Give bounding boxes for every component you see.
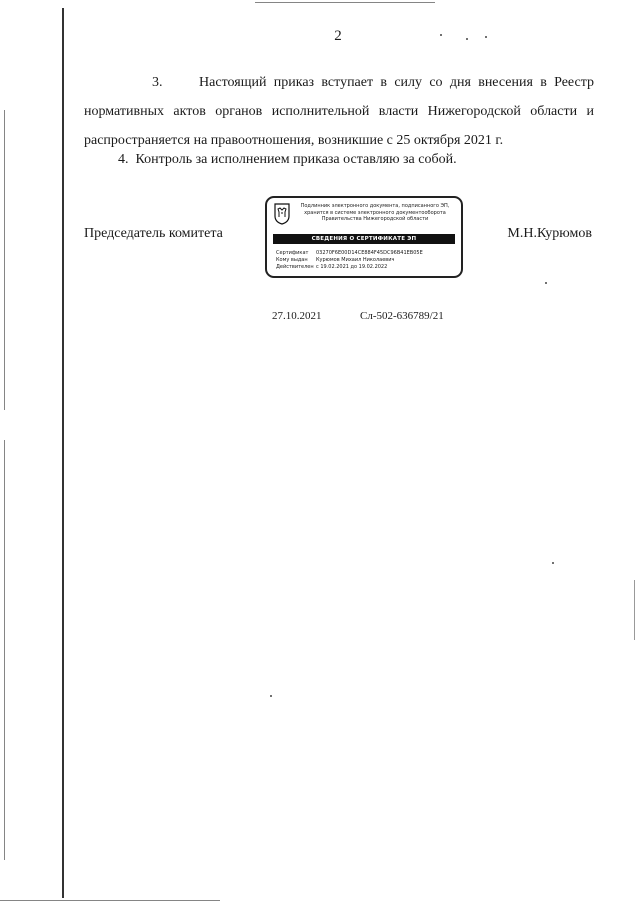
stamp-header-line-1: Подлинник электронного документа, подписанного ЭП, bbox=[300, 203, 450, 209]
scan-edge-line-left bbox=[62, 8, 64, 898]
scan-speck bbox=[545, 282, 547, 284]
stamp-valid-value: с 19.02.2021 до 19.02.2022 bbox=[316, 264, 388, 270]
page-number: 2 bbox=[334, 28, 342, 44]
paragraph-3-first-line bbox=[84, 68, 594, 97]
stamp-header-line-2: хранится в системе электронного документооборота bbox=[304, 209, 446, 216]
paragraph-3-number: 3. bbox=[152, 75, 163, 90]
scan-bottom-line bbox=[0, 900, 220, 901]
stamp-issued-label: Кому выдан bbox=[276, 257, 308, 263]
footer-date: 27.10.2021 bbox=[272, 310, 322, 322]
electronic-signature-stamp bbox=[265, 196, 463, 278]
paragraph-4-number: 4. bbox=[118, 152, 129, 167]
signatory-name: М.Н.Курюмов bbox=[507, 226, 592, 241]
stamp-issued-row bbox=[276, 257, 457, 264]
coat-of-arms-icon bbox=[274, 203, 290, 225]
scan-speck bbox=[270, 695, 272, 697]
footer-reg-number: Сл-502-636789/21 bbox=[360, 310, 444, 322]
stamp-info bbox=[276, 250, 457, 271]
stamp-cert-row bbox=[276, 250, 457, 257]
paragraph-3 bbox=[84, 68, 594, 155]
paragraph-3-text-first: Настоящий приказ вступает в силу со дня внесения в Реестр bbox=[199, 75, 595, 90]
stamp-valid-label: Действителен bbox=[276, 264, 314, 270]
stamp-cert-value: 03270F6E00D14CE884F45DC96B41EB05E bbox=[316, 250, 423, 256]
scan-edge-line-left-3 bbox=[4, 440, 5, 860]
stamp-header bbox=[293, 203, 457, 223]
stamp-cert-label: Сертификат bbox=[276, 250, 309, 256]
stamp-issued-value: Курюмов Михаил Николаевич bbox=[316, 257, 395, 263]
stamp-header-line-3: Правительства Нижегородской области bbox=[321, 216, 429, 222]
paragraph-3-text-rest: нормативных актов органов исполнительной власти Нижегородской области и распространяется на правоотношения, возникшие с 25 октября 2021 г. bbox=[84, 104, 594, 148]
scan-right-line bbox=[634, 580, 635, 640]
scan-top-line bbox=[255, 2, 435, 3]
paragraph-4-text: Контроль за исполнением приказа оставляю за собой. bbox=[135, 152, 457, 167]
scan-speck bbox=[552, 562, 554, 564]
stamp-valid-row bbox=[276, 264, 457, 271]
scan-edge-line-left-2 bbox=[4, 110, 5, 410]
stamp-title: СВЕДЕНИЯ О СЕРТИФИКАТЕ ЭП bbox=[273, 234, 455, 244]
signatory-position: Председатель комитета bbox=[84, 226, 223, 241]
paragraph-4 bbox=[84, 145, 594, 174]
